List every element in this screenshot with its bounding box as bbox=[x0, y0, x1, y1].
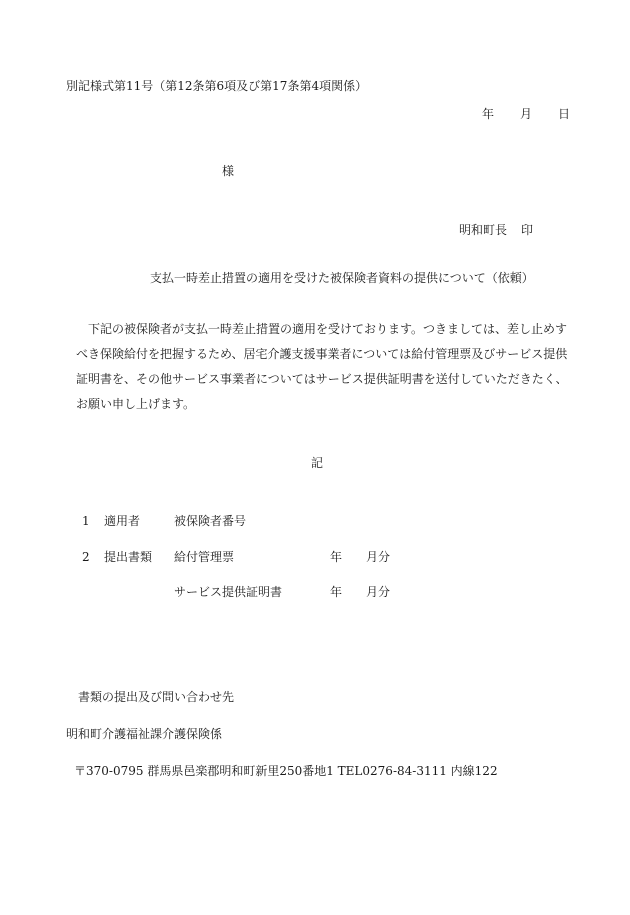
ki-heading: 記 bbox=[311, 456, 324, 470]
body-line: 証明書を、その他サービス事業者についてはサービス提供証明書を送付していただきたく、 bbox=[76, 372, 568, 386]
body-paragraph bbox=[66, 317, 576, 417]
body-line: 下記の被保険者が支払一時差止措置の適用を受けております。つきましては、差し止めす bbox=[88, 322, 568, 336]
item-value: 給付管理票 bbox=[174, 550, 235, 564]
addressee-suffix: 様 bbox=[222, 164, 235, 178]
date-day: 日 bbox=[558, 107, 571, 121]
contact-department: 明和町介護福祉課介護保険係 bbox=[66, 727, 223, 741]
body-line: お願い申し上げます。 bbox=[76, 397, 196, 411]
contact-address: 〒370-0795 群馬県邑楽郡明和町新里250番地1 TEL0276-84-3111 内線122 bbox=[74, 764, 498, 778]
item-row-documents bbox=[82, 551, 390, 563]
item-month: 月分 bbox=[366, 585, 391, 599]
item-row-service-certificate bbox=[82, 586, 390, 598]
contact-title: 書類の提出及び問い合わせ先 bbox=[78, 690, 235, 704]
item-row-applicant bbox=[82, 515, 246, 527]
sender-seal: 印 bbox=[521, 223, 534, 237]
date-year: 年 bbox=[482, 107, 495, 121]
item-year: 年 bbox=[330, 585, 343, 599]
item-month: 月分 bbox=[366, 550, 391, 564]
sender-line bbox=[459, 224, 533, 236]
item-label: 提出書類 bbox=[104, 550, 153, 564]
item-number: 2 bbox=[82, 550, 90, 564]
item-year: 年 bbox=[330, 550, 343, 564]
form-header: 別記様式第11号（第12条第6項及び第17条第4項関係） bbox=[66, 79, 368, 93]
sender-name: 明和町長 bbox=[459, 223, 508, 237]
item-number: 1 bbox=[82, 514, 90, 528]
body-line: べき保険給付を把握するため、居宅介護支援事業者については給付管理票及びサービス提供 bbox=[76, 347, 568, 361]
date-month: 月 bbox=[520, 107, 533, 121]
item-value: サービス提供証明書 bbox=[174, 585, 283, 599]
document-subject: 支払一時差止措置の適用を受けた被保険者資料の提供について（依頼） bbox=[150, 271, 534, 285]
item-label: 適用者 bbox=[104, 514, 141, 528]
item-value: 被保険者番号 bbox=[174, 514, 247, 528]
date-line bbox=[482, 108, 570, 120]
